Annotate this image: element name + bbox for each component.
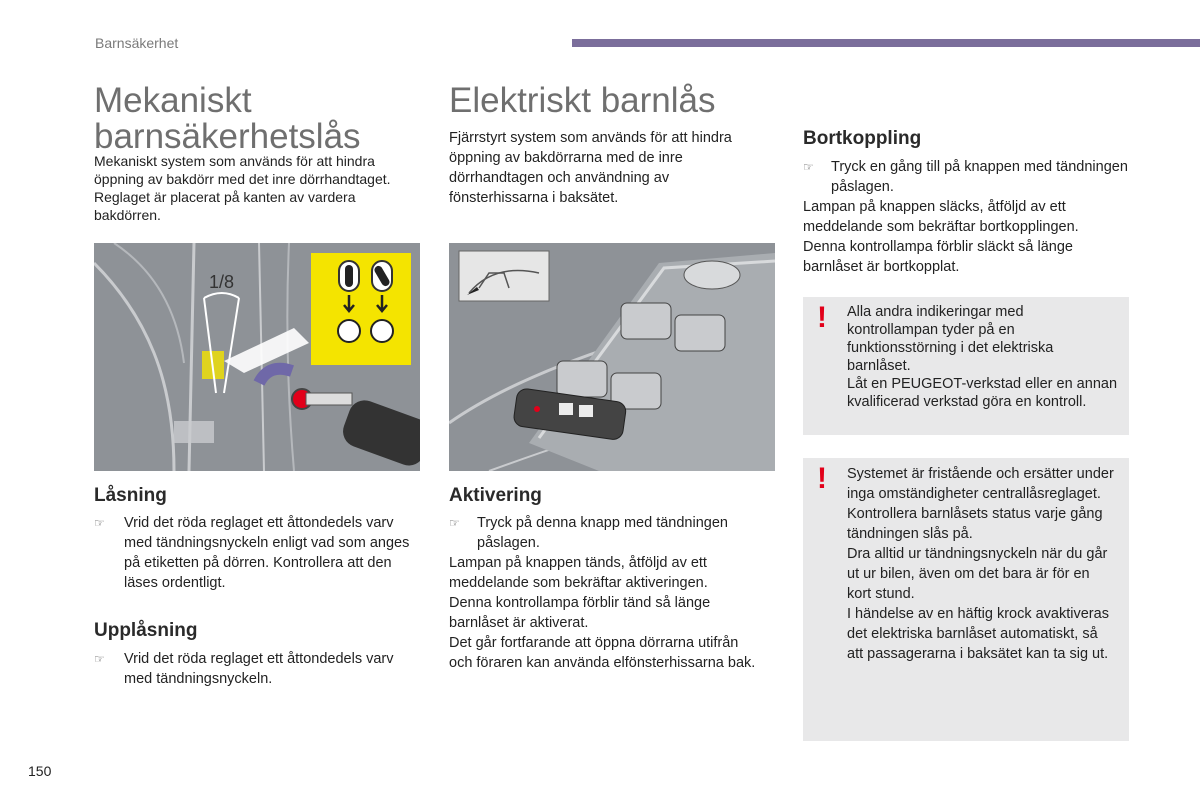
locking-heading: Låsning [94, 485, 167, 506]
section-label: Barnsäkerhet [95, 35, 179, 51]
warning-note-1 [803, 297, 1129, 435]
note-2-p1: Systemet är fristående och ersätter under inga omständigheter centrallåsreglaget. [847, 466, 1114, 502]
unlocking-heading: Upplåsning [94, 620, 198, 641]
title-line-1: Mekaniskt [94, 81, 252, 120]
door-key-drawing [94, 243, 420, 471]
section-accent-bar [572, 39, 1200, 47]
warning-icon: ! [817, 301, 827, 334]
page-number: 150 [28, 763, 52, 779]
pointing-hand-icon: ☞ [803, 160, 814, 174]
locking-list [94, 513, 414, 593]
eighth-turn-label: 1/8 [209, 272, 235, 292]
unlocking-bullet [94, 649, 414, 689]
pointing-hand-icon: ☞ [94, 652, 105, 666]
mechanical-lock-title [94, 83, 424, 155]
deactivation-section [803, 157, 1128, 277]
warning-note-2 [803, 458, 1129, 741]
note-2-p3: Dra alltid ur tändningsnyckeln när du går ut ur bilen, även om det bara är för en kort stund. [847, 546, 1108, 602]
warning-icon: ! [817, 462, 827, 495]
mechanical-lock-illustration [94, 243, 420, 471]
pointing-hand-icon: ☞ [449, 516, 460, 530]
activation-section [449, 513, 764, 673]
note-2-text [847, 464, 1117, 664]
activation-bullet-text: Tryck på denna knapp med tändningen påslagen. [477, 515, 728, 551]
electric-intro: Fjärrstyrt system som används för att hindra öppning av bakdörrarna med de inre dörrhandtagen och användning av fönsterhissarna i baksätet. [449, 130, 732, 206]
note-1-p2: Låt en PEUGEOT-verkstad eller en annan kvalificerad verkstad göra en kontroll. [847, 376, 1118, 410]
activation-p2: Denna kontrollampa förblir tänd så länge barnlåset är aktiverat. [449, 595, 711, 631]
activation-heading: Aktivering [449, 485, 542, 506]
title-line-2: barnsäkerhetslås [94, 117, 361, 156]
locking-bullet [94, 513, 414, 593]
note-1-p1: Alla andra indikeringar med kontrollampan tyder på en funktionsstörning i det elektriska barnlåset. [847, 304, 1054, 374]
window-switch-panel-drawing [449, 243, 775, 471]
mechanical-intro-p2: Reglaget är placerat på kanten av vardera bakdörren. [94, 189, 356, 223]
electric-lock-title: Elektriskt barnlås [449, 81, 716, 120]
pointing-hand-icon: ☞ [94, 516, 105, 530]
activation-p3: Det går fortfarande att öppna dörrarna utifrån och föraren kan använda elfönsterhissarna bak. [449, 635, 756, 671]
electric-lock-illustration [449, 243, 775, 471]
mechanical-intro [94, 152, 394, 224]
unlocking-bullet-text: Vrid det röda reglaget ett åttondedels varv med tändningsnyckeln. [124, 651, 394, 687]
deactivation-list [803, 157, 1128, 197]
unlocking-list [94, 649, 414, 689]
mechanical-intro-p1: Mekaniskt system som används för att hindra öppning av bakdörr med det inre dörrhandtaget. [94, 153, 391, 187]
activation-list [449, 513, 764, 553]
locking-bullet-text: Vrid det röda reglaget ett åttondedels varv med tändningsnyckeln enligt vad som anges på etiketten på dörren. Kontrollera att den läses ordentligt. [124, 515, 410, 591]
activation-bullet [449, 513, 764, 553]
deactivation-bullet-text: Tryck en gång till på knappen med tändningen påslagen. [831, 159, 1128, 195]
deactivation-p2: Denna kontrollampa förblir släckt så länge barnlåset är bortkopplat. [803, 239, 1073, 275]
activation-p1: Lampan på knappen tänds, åtföljd av ett meddelande som bekräftar aktiveringen. [449, 555, 708, 591]
note-2-p4: I händelse av en häftig krock avaktiveras det elektriska barnlåset automatiskt, så att passagerarna i baksätet kan ta sig ut. [847, 606, 1109, 662]
deactivation-heading: Bortkoppling [803, 128, 922, 149]
deactivation-p1: Lampan på knappen släcks, åtföljd av ett meddelande som bekräftar bortkopplingen. [803, 199, 1079, 235]
deactivation-bullet [803, 157, 1128, 197]
note-1-text [847, 303, 1117, 411]
note-2-p2: Kontrollera barnlåsets status varje gång tändningen slås på. [847, 506, 1103, 542]
